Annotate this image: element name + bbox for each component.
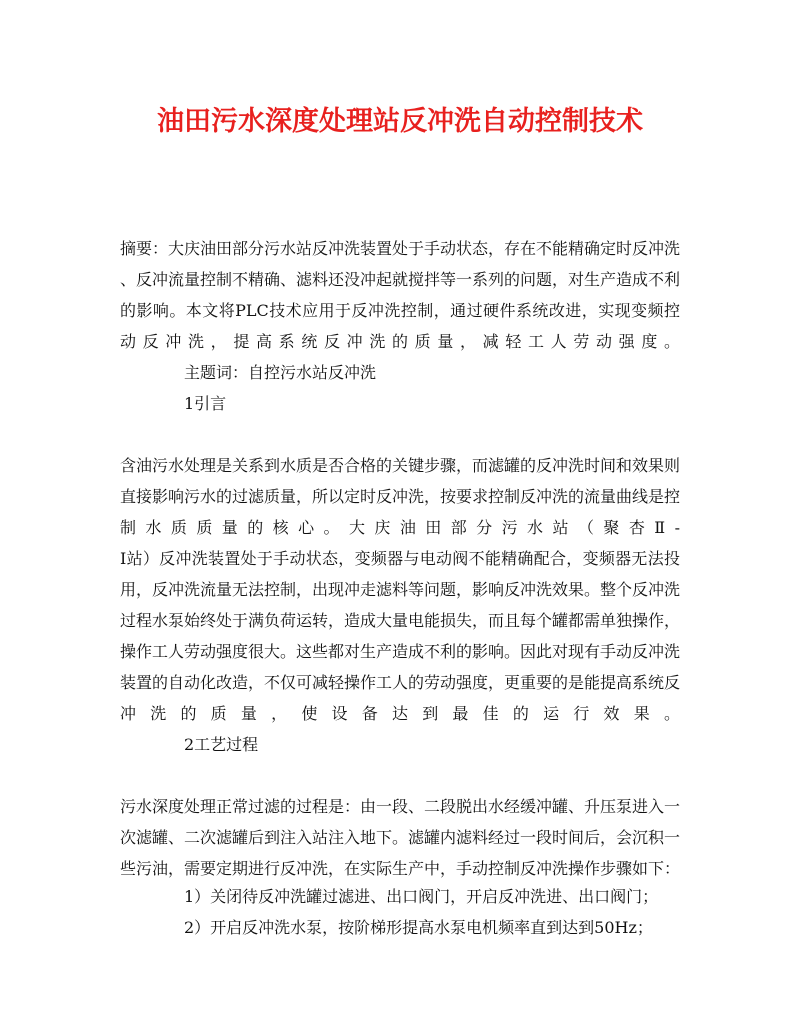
body-line: 冲洗的质量，使设备达到最佳的运行效果。 bbox=[120, 704, 680, 723]
body-line: 过程水泵始终处于满负荷运转，造成大量电能损失，而且每个罐都需单独操作， bbox=[120, 611, 680, 630]
section-1-paragraph bbox=[120, 450, 680, 729]
body-line: Ⅰ站）反冲洗装置处于手动状态，变频器与电动阀不能精确配合，变频器无法投 bbox=[120, 549, 680, 568]
body-line: 操作工人劳动强度很大。这些都对生产造成不利的影响。因此对现有手动反冲洗 bbox=[120, 642, 680, 661]
procedure-step-2: 2）开启反冲洗水泵，按阶梯形提高水泵电机频率直到达到50Hz； bbox=[184, 918, 653, 937]
body-line: 直接影响污水的过滤质量，所以定时反冲洗，按要求控制反冲洗的流量曲线是控 bbox=[120, 487, 680, 506]
procedure-step-1: 1）关闭待反冲洗罐过滤进、出口阀门，开启反冲洗进、出口阀门； bbox=[184, 887, 659, 906]
body-line: 装置的自动化改造，不仅可减轻操作工人的劳动强度，更重要的是能提高系统反 bbox=[120, 673, 680, 692]
body-line: 污水深度处理正常过滤的过程是：由一段、二段脱出水经缓冲罐、升压泵进入一 bbox=[120, 797, 680, 816]
document-title: 油田污水深度处理站反冲洗自动控制技术 bbox=[157, 106, 643, 137]
body-line: 次滤罐、二次滤罐后到注入站注入地下。滤罐内滤料经过一段时间后，会沉积一 bbox=[120, 828, 680, 847]
abstract-line: 动反冲洗，提高系统反冲洗的质量，减轻工人劳动强度。 bbox=[120, 332, 680, 351]
abstract-line: 摘要：大庆油田部分污水站反冲洗装置处于手动状态，存在不能精确定时反冲洗 bbox=[120, 239, 680, 258]
section-2-heading: 2工艺过程 bbox=[184, 735, 259, 754]
body-line: 用，反冲洗流量无法控制，出现冲走滤料等问题，影响反冲洗效果。整个反冲洗 bbox=[120, 580, 680, 599]
body-line: 些污油，需要定期进行反冲洗，在实际生产中，手动控制反冲洗操作步骤如下： bbox=[120, 859, 680, 878]
abstract-line: 的影响。本文将PLC技术应用于反冲洗控制，通过硬件系统改进，实现变频控 bbox=[120, 301, 680, 320]
abstract-paragraph bbox=[120, 233, 680, 357]
abstract-line: 、反冲流量控制不精确、滤料还没冲起就搅拌等一系列的问题，对生产造成不利 bbox=[120, 270, 680, 289]
body-line: 含油污水处理是关系到水质是否合格的关键步骤，而滤罐的反冲洗时间和效果则 bbox=[120, 456, 680, 475]
section-2-paragraph bbox=[120, 791, 680, 884]
keywords-line: 主题词：自控污水站反冲洗 bbox=[184, 363, 377, 382]
body-line: 制水质质量的核心。大庆油田部分污水站（聚杏Ⅱ- bbox=[120, 518, 680, 537]
section-1-heading: 1引言 bbox=[184, 394, 227, 413]
